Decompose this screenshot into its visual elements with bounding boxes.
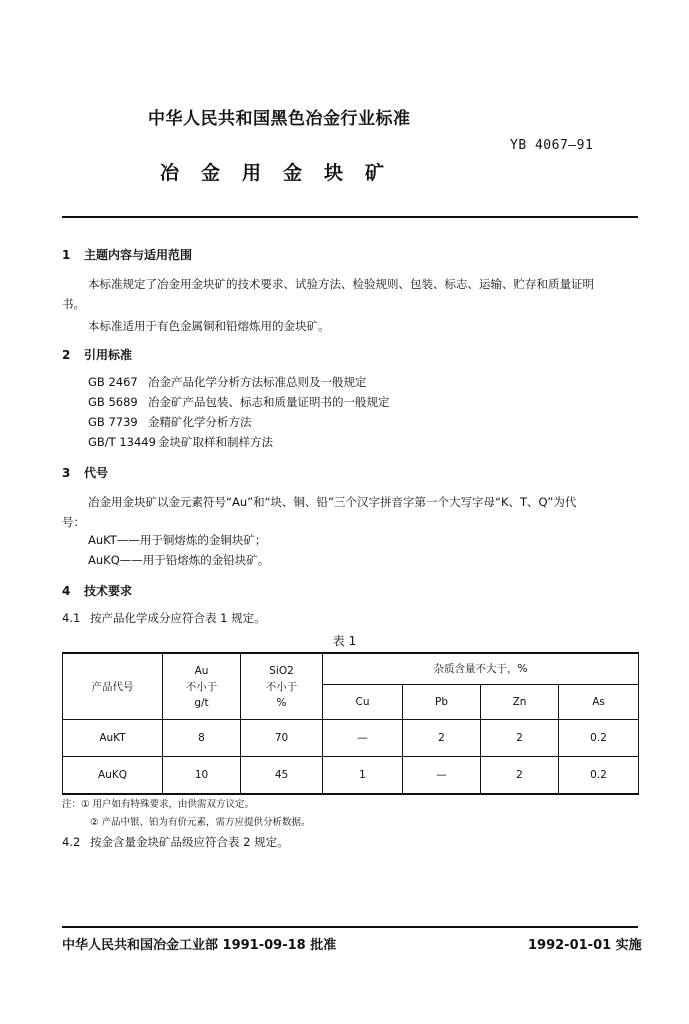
header-line: 不小于: [185, 680, 218, 693]
reference-code: GB 7739: [88, 415, 138, 429]
section-number: 4: [62, 584, 71, 598]
clause-4-1: [62, 610, 266, 626]
cell-as: 0.2: [559, 720, 639, 757]
table-row: [63, 757, 639, 795]
header-zn: Zn: [481, 685, 559, 720]
header-line: %: [276, 696, 287, 709]
reference-item: [88, 414, 252, 430]
reference-code: GB 2467: [88, 375, 138, 389]
reference-text: 冶金矿产品包装、标志和质量证明书的一般规定: [148, 395, 390, 409]
clause-number: 4.2: [62, 835, 81, 849]
reference-text: 冶金产品化学分析方法标准总则及一般规定: [148, 375, 367, 389]
section-3-para-line1: 冶金用金块矿以金元素符号“Au”和“块、铜、铅”三个汉字拼音字第一个大写字母“K、T、Q”为代: [88, 495, 577, 509]
section-title: 主题内容与适用范围: [84, 248, 193, 262]
section-4-heading: [62, 582, 132, 599]
header-au: [163, 653, 241, 720]
reference-code: GB 5689: [88, 395, 138, 409]
table-1: [62, 652, 639, 795]
section-1-para1-line1: 本标准规定了冶金用金块矿的技术要求、试验方法、检验规则、包装、标志、运输、贮存和质量证明: [88, 277, 594, 291]
cell-au: 8: [163, 720, 241, 757]
reference-code: GB/T 13449: [88, 435, 156, 449]
section-number: 3: [62, 466, 71, 480]
table-1-caption: 表 1: [332, 634, 357, 648]
reference-text: 金块矿取样和制样方法: [158, 435, 273, 449]
cell-cu: 1: [323, 757, 403, 795]
standard-org-heading: 中华人民共和国黑色冶金行业标准: [148, 109, 411, 129]
code-definition-aukq: AuKQ——用于铅熔炼的金铅块矿。: [88, 553, 270, 567]
section-2-heading: [62, 346, 132, 363]
header-sio2: [241, 653, 323, 720]
cell-zn: 2: [481, 720, 559, 757]
header-product-code: 产品代号: [63, 653, 163, 720]
reference-item: [88, 434, 273, 450]
cell-zn: 2: [481, 757, 559, 795]
section-3-para-line2: 号：: [62, 515, 85, 529]
cell-code: AuKT: [63, 720, 163, 757]
document-title: 冶金用金块矿: [160, 162, 407, 184]
clause-4-2: [62, 834, 289, 850]
header-line: Au: [194, 664, 209, 677]
section-title: 代号: [84, 466, 109, 480]
table-header-row: [63, 653, 639, 685]
effective-date: 1992-01-01 实施: [528, 938, 642, 953]
cell-pb: 2: [403, 720, 481, 757]
approval-line: 中华人民共和国冶金工业部 1991-09-18 批准: [62, 938, 337, 953]
clause-text: 按产品化学成分应符合表 1 规定。: [90, 611, 266, 625]
section-title: 引用标准: [84, 348, 133, 362]
section-number: 1: [62, 248, 71, 262]
header-pb: Pb: [403, 685, 481, 720]
cell-pb: —: [403, 757, 481, 795]
top-rule: [62, 216, 638, 218]
section-number: 2: [62, 348, 71, 362]
header-cu: Cu: [323, 685, 403, 720]
cell-au: 10: [163, 757, 241, 795]
cell-sio2: 70: [241, 720, 323, 757]
cell-cu: —: [323, 720, 403, 757]
clause-number: 4.1: [62, 611, 81, 625]
code-definition-aukt: AuKT——用于铜熔炼的金铜块矿；: [88, 533, 267, 547]
section-1-heading: [62, 246, 192, 263]
reference-text: 金精矿化学分析方法: [148, 415, 252, 429]
table-row: [63, 720, 639, 757]
header-line: SiO2: [269, 664, 294, 677]
cell-code: AuKQ: [63, 757, 163, 795]
section-3-heading: [62, 464, 108, 481]
cell-sio2: 45: [241, 757, 323, 795]
header-line: 不小于: [265, 680, 298, 693]
clause-text: 按金含量金块矿品级应符合表 2 规定。: [90, 835, 289, 849]
bottom-rule: [62, 926, 638, 928]
header-as: As: [559, 685, 639, 720]
standard-code: YB 4067—91: [510, 138, 594, 153]
header-impurity: 杂质含量不大于，%: [323, 653, 639, 685]
cell-as: 0.2: [559, 757, 639, 795]
section-title: 技术要求: [84, 584, 133, 598]
section-1-para1-line2: 书。: [62, 297, 85, 311]
table-note-2: ② 产品中银、铂为有价元素，需方应提供分析数据。: [90, 817, 311, 828]
section-1-para2: 本标准适用于有色金属铜和铅熔炼用的金块矿。: [88, 319, 330, 333]
header-line: g/t: [194, 696, 209, 709]
reference-item: [88, 394, 390, 410]
reference-item: [88, 374, 367, 390]
table-note-1: 注：① 用户如有特殊要求，由供需双方议定。: [62, 799, 255, 810]
